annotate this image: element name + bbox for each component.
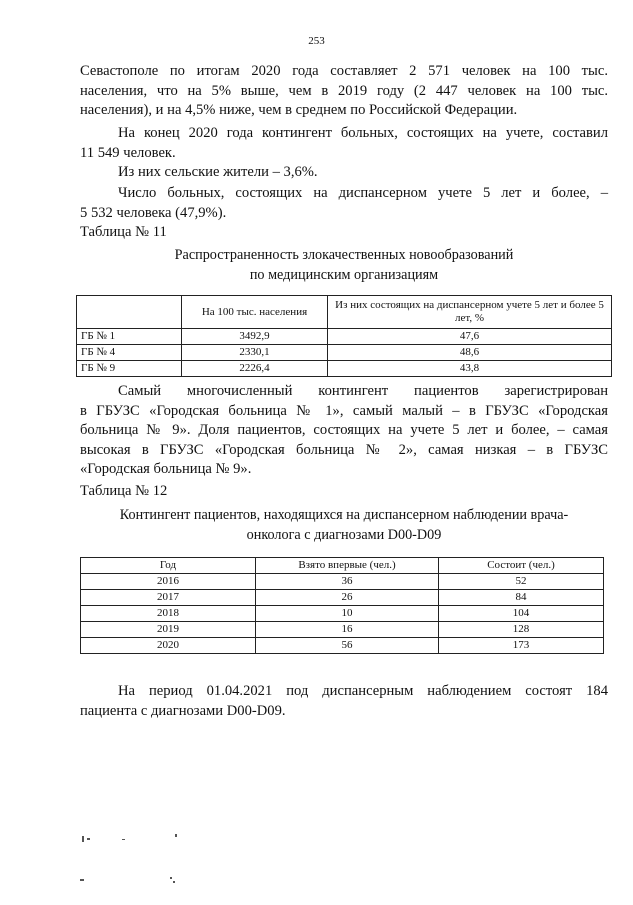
table-header-cell: Год [81,558,256,574]
table-title-line: онколога с диагнозами D00-D09 [246,526,442,543]
table-title-line: Контингент пациентов, находящихся на диспансерном наблюдении врача- [119,507,569,523]
scan-artifact-marks [78,826,188,896]
table-row [77,361,612,377]
table-header-row [77,296,612,329]
table-cell: 104 [439,606,604,622]
table12 [80,557,604,654]
table-header-cell: На 100 тыс. населения [182,296,328,329]
table-row [81,590,604,606]
dispensary-paragraph [80,184,608,223]
text-line: На период 01.04.2021 под диспансерным наблюдением состоят 184 [118,683,608,699]
table-row [81,622,604,638]
text-line: Из них сельские жители – 3,6%. [118,164,318,180]
text-line: 5 532 человека (47,9%). [80,204,227,221]
intro-paragraph [80,62,608,121]
table-row [81,638,604,654]
table-cell: 2019 [81,622,256,638]
table-row [77,345,612,361]
text-line: «Городская больница № 9». [80,461,252,477]
table-cell: 26 [256,590,439,606]
scan-mark [80,879,84,881]
table-cell: 2020 [81,638,256,654]
table-cell: 2226,4 [182,361,328,377]
table12-title [80,506,608,545]
text-line: высокая в ГБУЗС «Городская больница № 2», самая низкая – в ГБУЗС [80,441,608,458]
table-header-cell: Из них состоящих на диспансерном учете 5 лет и более 5 лет, % [328,296,612,329]
table-cell: 52 [439,574,604,590]
rural-paragraph [80,163,608,183]
contingent-paragraph [80,124,608,163]
table-cell: 10 [256,606,439,622]
text-line: Самый многочисленный контингент пациентов зарегистрирован [118,383,608,399]
table11-label: Таблица № 11 [80,224,167,240]
table-title-line: Распространенность злокачественных новообразований [174,247,514,263]
table-cell: ГБ № 4 [77,345,182,361]
closing-paragraph [80,682,608,721]
scan-mark [175,834,177,837]
scan-mark [82,836,84,842]
page-number: 253 [308,35,325,47]
scan-mark [122,839,125,840]
table-row [81,606,604,622]
table-cell: 56 [256,638,439,654]
table-cell: 3492,9 [182,329,328,345]
text-line: в ГБУЗС «Городская больница № 1», самый малый – в ГБУЗС «Городская [80,402,608,419]
table-row [81,574,604,590]
hospital-paragraph [80,382,608,480]
table-header-row [81,558,604,574]
table-cell: 43,8 [328,361,612,377]
scan-mark [173,881,175,883]
table-cell: 84 [439,590,604,606]
table-cell: 2330,1 [182,345,328,361]
table-header-cell: Взято впервые (чел.) [256,558,439,574]
table-cell: ГБ № 9 [77,361,182,377]
table12-label: Таблица № 12 [80,483,168,499]
table-cell: 48,6 [328,345,612,361]
table-cell: 47,6 [328,329,612,345]
scan-mark [170,877,172,879]
text-line: населения), и на 4,5% ниже, чем в среднем по Российской Федерации. [80,102,518,118]
table-cell: 128 [439,622,604,638]
text-line: населения, что на 5% выше, чем в 2019 году (2 447 человек на 100 тыс. [80,82,608,99]
text-line: Число больных, состоящих на диспансерном учете 5 лет и более, – [118,185,608,201]
table-cell: ГБ № 1 [77,329,182,345]
table-title-line: по медицинским организациям [249,266,439,283]
table-cell: 2017 [81,590,256,606]
table11 [76,295,612,377]
table-row [77,329,612,345]
text-line: Севастополе по итогам 2020 года составляет 2 571 человек на 100 тыс. [80,63,608,79]
table-cell: 36 [256,574,439,590]
text-line: больница № 9». Доля пациентов, состоящих на учете 5 лет и более, – самая [80,422,608,438]
table-cell: 2016 [81,574,256,590]
text-line: пациента с диагнозами D00-D09. [80,702,286,719]
text-line: На конец 2020 года контингент больных, состоящих на учете, составил [118,125,608,141]
table-header-cell: Состоит (чел.) [439,558,604,574]
table-header-cell [77,296,182,329]
table-cell: 16 [256,622,439,638]
table-cell: 2018 [81,606,256,622]
table-cell: 173 [439,638,604,654]
text-line: 11 549 человек. [80,144,176,161]
scan-mark [87,838,90,840]
table11-title [80,246,608,285]
